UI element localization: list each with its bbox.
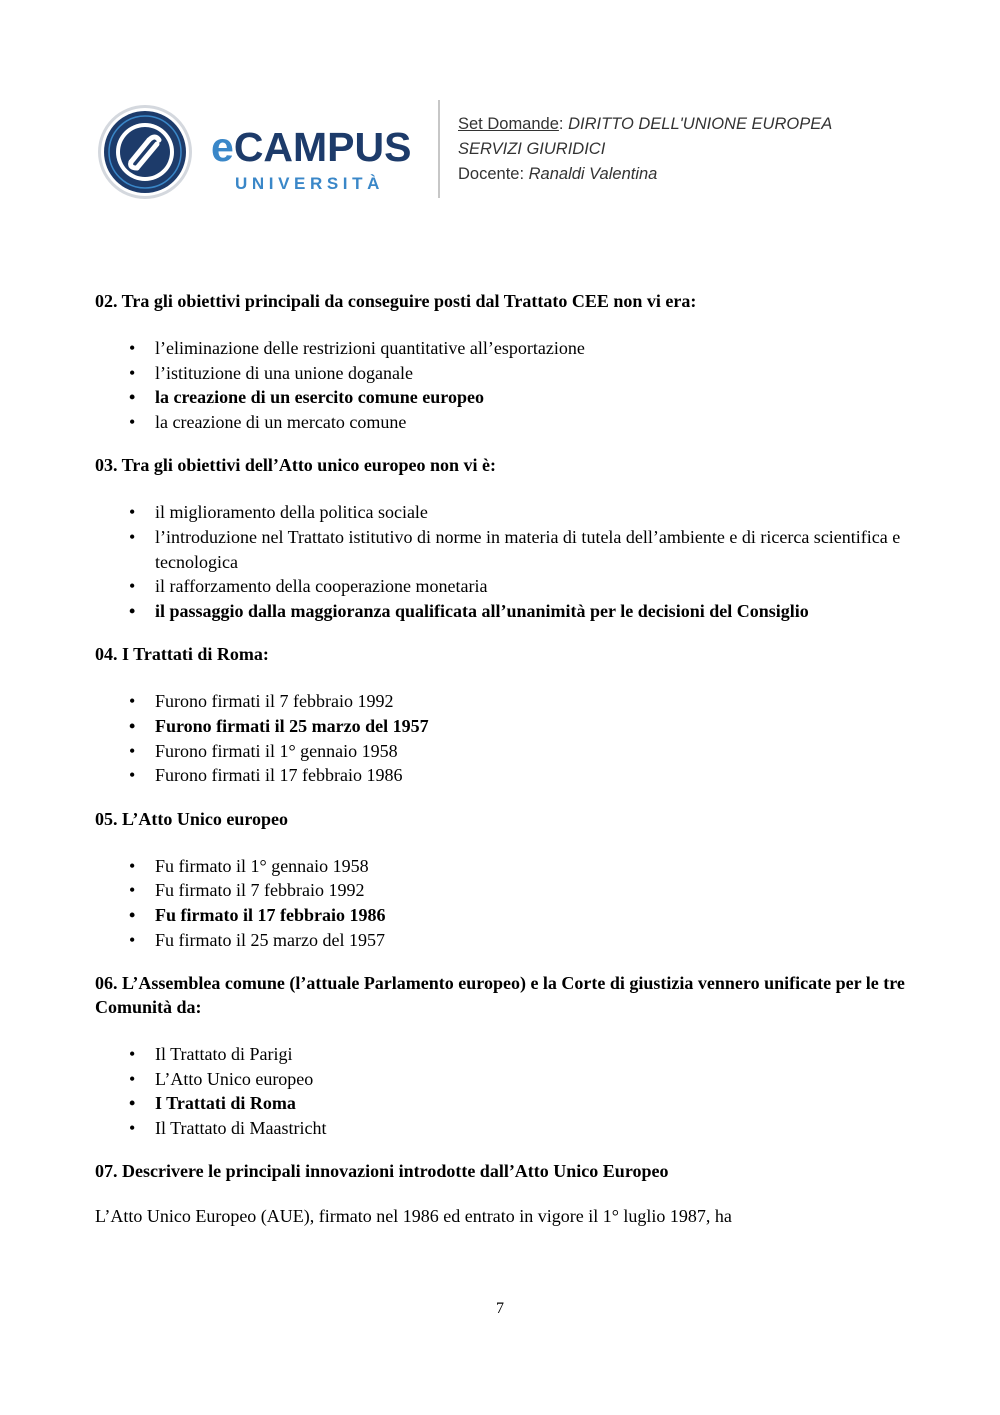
question-title: 06. L’Assemblea comune (l’attuale Parlamento europeo) e la Corte di giustizia vennero unificate per le tre Comunità da:: [95, 973, 905, 1018]
answer-paragraph: L’Atto Unico Europeo (AUE), firmato nel 1986 ed entrato in vigore il 1° luglio 1987, ha: [95, 1206, 732, 1227]
course-line: SERVIZI GIURIDICI: [458, 140, 606, 158]
set-line: Set Domande: DIRITTO DELL'UNIONE EUROPEA: [458, 115, 833, 133]
answer-option: • Il Trattato di Parigi: [129, 1044, 293, 1065]
page-number: 7: [496, 1300, 504, 1317]
question-title: 02. Tra gli obiettivi principali da conseguire posti dal Trattato CEE non vi era:: [95, 291, 697, 311]
answer-option: • la creazione di un mercato comune: [129, 411, 407, 432]
universita-wordmark: UNIVERSITÀ: [235, 174, 384, 193]
teacher-label: Docente:: [458, 165, 529, 183]
answer-option-correct: • I Trattati di Roma: [129, 1093, 296, 1114]
answer-list: [95, 336, 905, 434]
answer-option-correct: • Furono firmati il 25 marzo del 1957: [129, 715, 429, 736]
question-title: 04. I Trattati di Roma:: [95, 644, 269, 665]
questions-body: [95, 289, 905, 1228]
ecampus-seal-logo-icon: [97, 104, 193, 200]
page-header: [97, 100, 897, 200]
set-value: DIRITTO DELL'UNIONE EUROPEA: [568, 115, 833, 133]
answer-option: • Furono firmati il 7 febbraio 1992: [129, 691, 394, 712]
answer-option: • l’introduzione nel Trattato istitutivo di norme in materia di tutela dell’ambiente e di ricerca scientifica e tecnologica: [129, 526, 901, 572]
answer-option: • Furono firmati il 17 febbraio 1986: [129, 765, 403, 786]
answer-option: • Fu firmato il 7 febbraio 1992: [129, 880, 365, 901]
answer-list: [95, 500, 905, 623]
answer-list: [95, 854, 905, 952]
answer-option: • l’istituzione di una unione doganale: [129, 362, 413, 383]
header-info: [458, 112, 832, 187]
ecampus-wordmark: eCAMPUS: [211, 124, 412, 170]
answer-option: • il rafforzamento della cooperazione monetaria: [129, 576, 488, 597]
question-title: 07. Descrivere le principali innovazioni introdotte dall’Atto Unico Europeo: [95, 1161, 669, 1182]
question-title: 05. L’Atto Unico europeo: [95, 808, 288, 829]
answer-option: • L’Atto Unico europeo: [129, 1068, 314, 1089]
teacher-line: [458, 162, 832, 187]
answer-option: • il miglioramento della politica sociale: [129, 502, 428, 523]
answer-list: [95, 1042, 905, 1140]
answer-option: • Fu firmato il 1° gennaio 1958: [129, 855, 369, 876]
answer-list: [95, 689, 905, 787]
teacher-value: Ranaldi Valentina: [528, 165, 658, 183]
set-label: Set Domande: [458, 115, 559, 133]
answer-option-correct: • Fu firmato il 17 febbraio 1986: [129, 904, 386, 925]
answer-option: • Furono firmati il 1° gennaio 1958: [129, 740, 398, 761]
question-title: 03. Tra gli obiettivi dell’Atto unico europeo non vi è:: [95, 455, 496, 476]
answer-option-correct: • il passaggio dalla maggioranza qualificata all’unanimità per le decisioni del Consiglio: [129, 600, 809, 621]
answer-option: • l’eliminazione delle restrizioni quantitative all’esportazione: [129, 338, 585, 358]
answer-option: • Fu firmato il 25 marzo del 1957: [129, 929, 385, 950]
answer-option: • Il Trattato di Maastricht: [129, 1117, 327, 1138]
header-divider: [438, 100, 440, 198]
answer-option-correct: • la creazione di un esercito comune europeo: [129, 387, 484, 408]
